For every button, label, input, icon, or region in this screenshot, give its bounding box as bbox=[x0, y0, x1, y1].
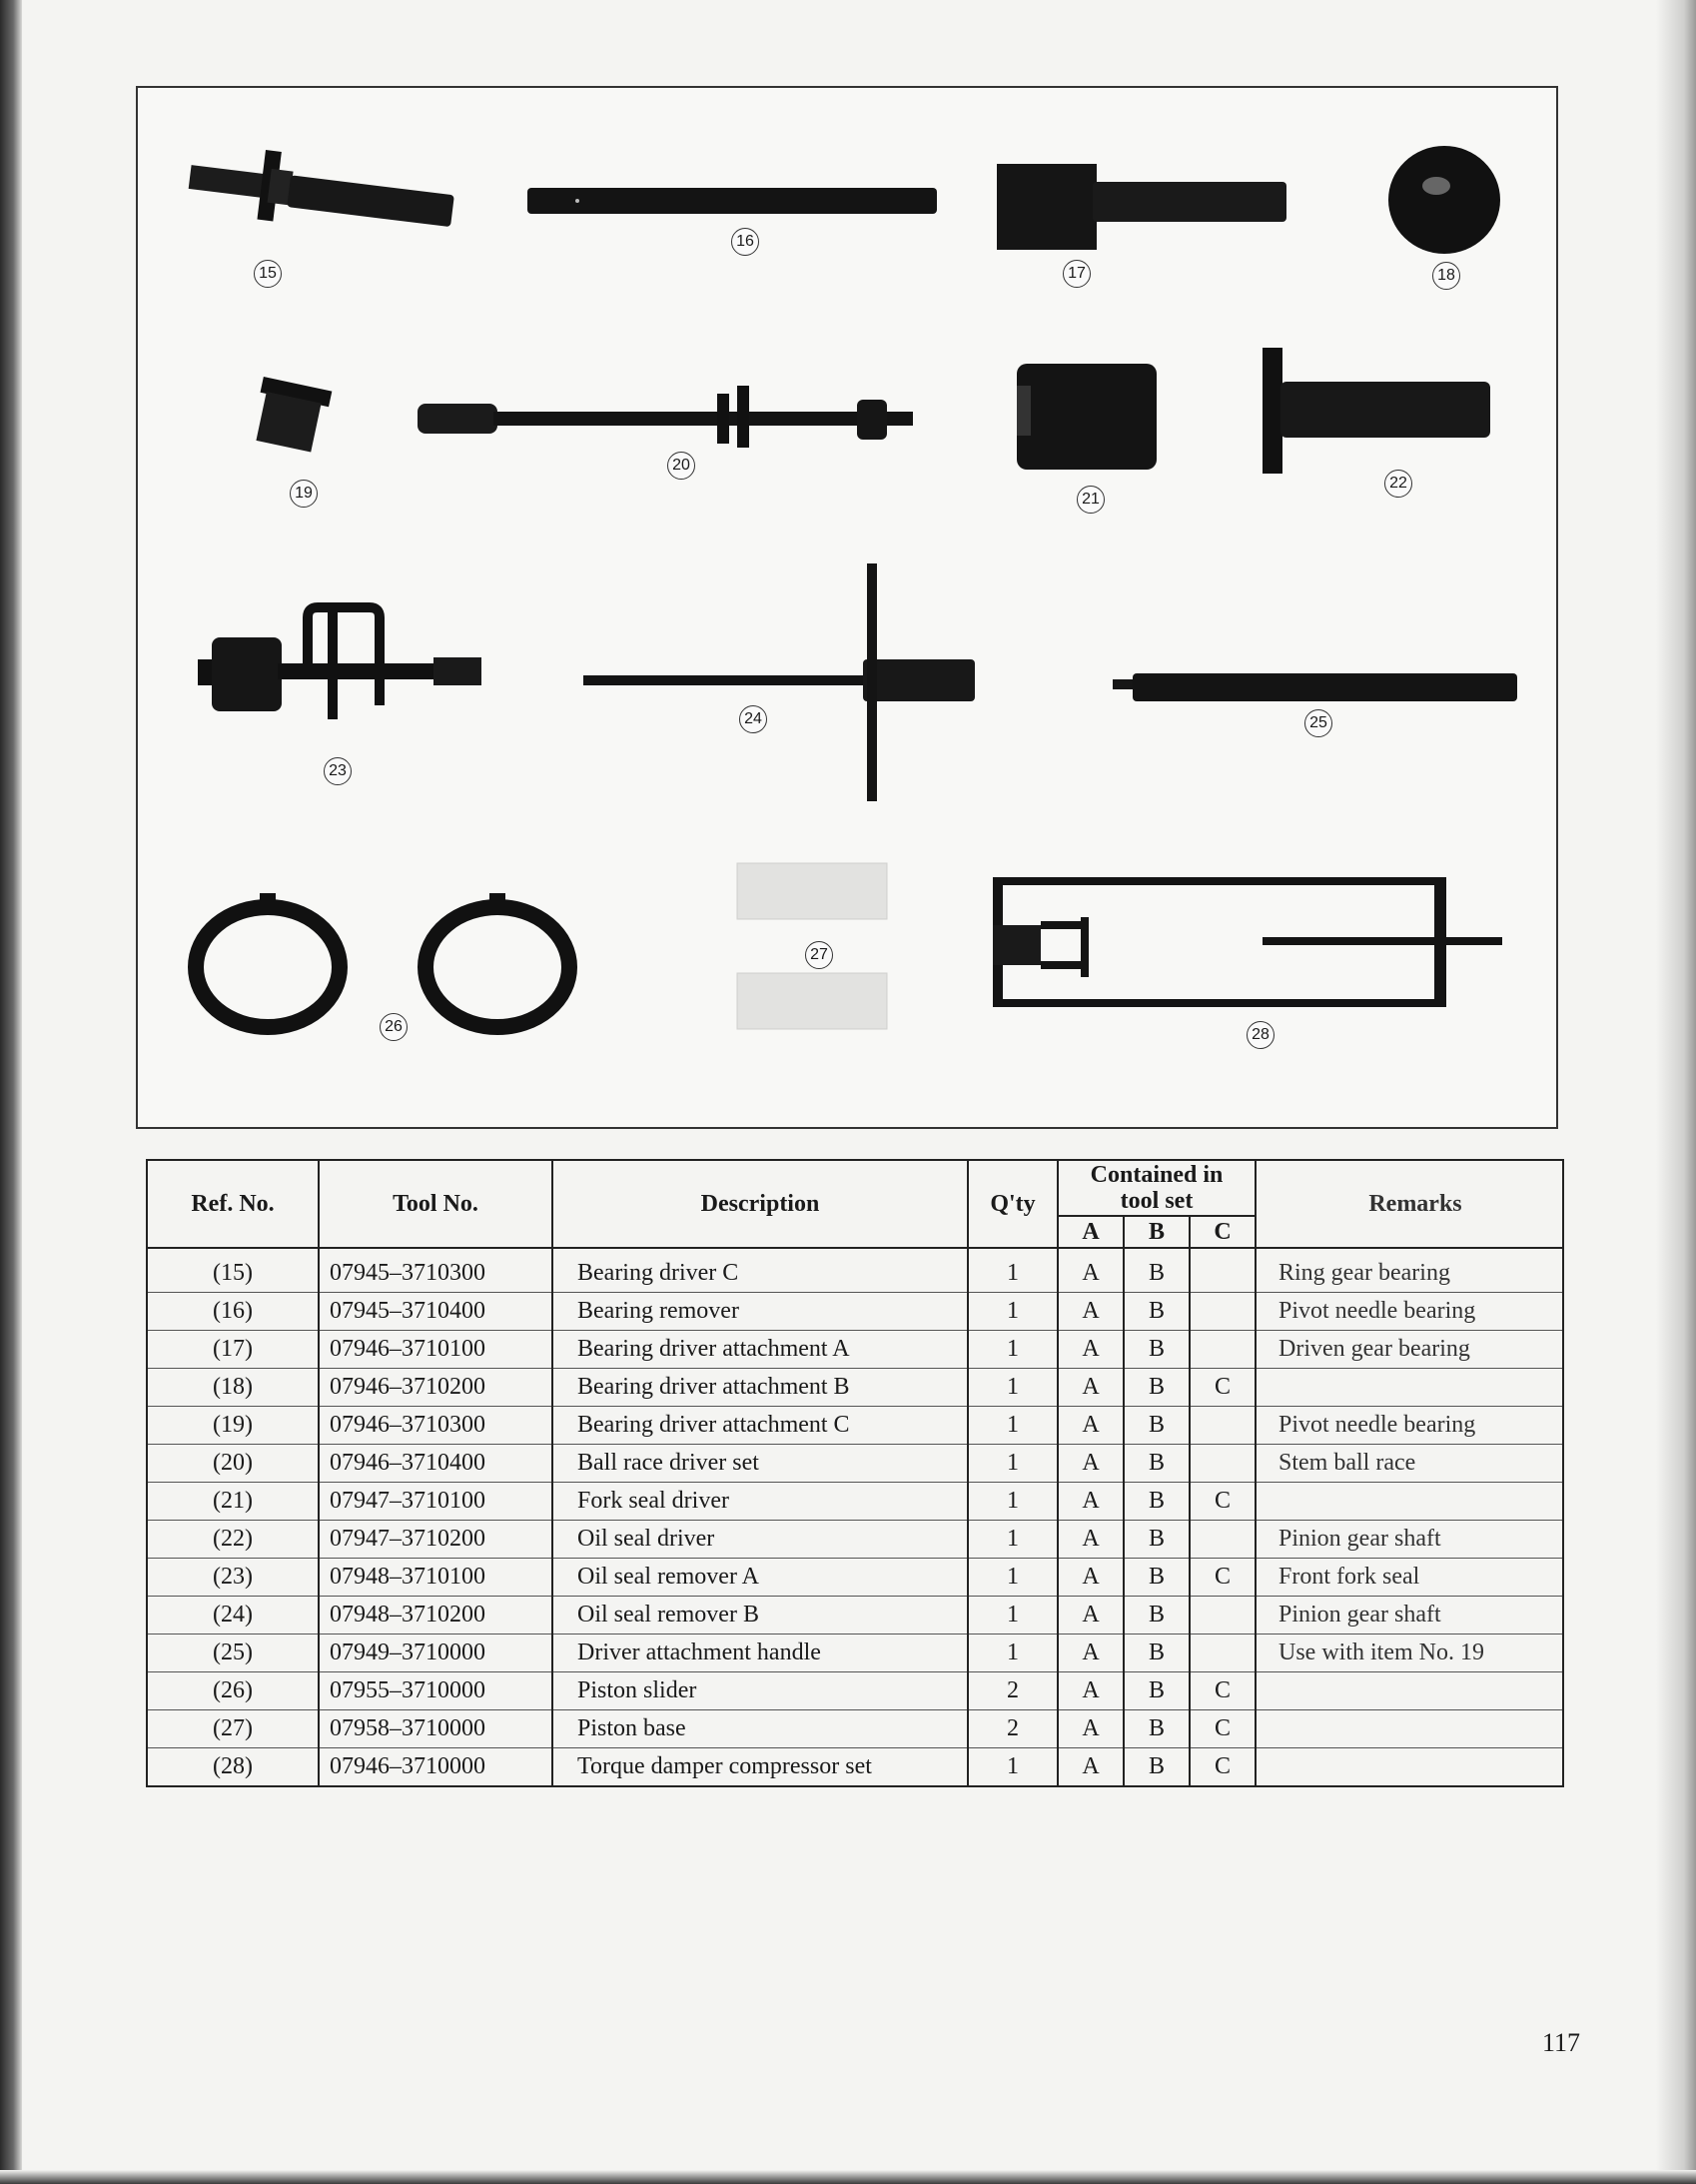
tool-15-bearing-driver-c bbox=[188, 148, 467, 258]
cell-remarks: Pivot needle bearing bbox=[1256, 1407, 1563, 1445]
cell-tool-no: 07948–3710100 bbox=[319, 1559, 552, 1597]
callout-25: 25 bbox=[1304, 709, 1332, 737]
cell-set-b: B bbox=[1124, 1407, 1190, 1445]
cell-remarks bbox=[1256, 1710, 1563, 1748]
cell-set-c bbox=[1190, 1407, 1256, 1445]
cell-set-b: B bbox=[1124, 1559, 1190, 1597]
cell-ref-no: (25) bbox=[147, 1635, 319, 1672]
table-row bbox=[147, 1597, 1563, 1635]
callout-27: 27 bbox=[805, 941, 833, 969]
cell-tool-no: 07946–3710000 bbox=[319, 1748, 552, 1787]
callout-16: 16 bbox=[731, 228, 759, 256]
cell-set-c bbox=[1190, 1293, 1256, 1331]
cell-description: Driver attachment handle bbox=[552, 1635, 968, 1672]
cell-set-a: A bbox=[1058, 1635, 1124, 1672]
cell-ref-no: (21) bbox=[147, 1483, 319, 1521]
cell-tool-no: 07946–3710400 bbox=[319, 1445, 552, 1483]
cell-tool-no: 07949–3710000 bbox=[319, 1635, 552, 1672]
tool-16-bearing-remover bbox=[527, 188, 937, 218]
cell-qty: 2 bbox=[968, 1672, 1058, 1710]
cell-set-a: A bbox=[1058, 1748, 1124, 1787]
cell-tool-no: 07946–3710100 bbox=[319, 1331, 552, 1369]
callout-15: 15 bbox=[254, 260, 282, 288]
cell-set-a: A bbox=[1058, 1559, 1124, 1597]
table-row bbox=[147, 1331, 1563, 1369]
cell-set-c bbox=[1190, 1248, 1256, 1293]
page-edge-right bbox=[1656, 0, 1696, 2184]
callout-28: 28 bbox=[1247, 1021, 1274, 1049]
callout-26: 26 bbox=[380, 1013, 408, 1041]
tool-20-ball-race-driver bbox=[418, 380, 917, 450]
header-ref-no: Ref. No. bbox=[147, 1160, 319, 1248]
cell-qty: 1 bbox=[968, 1407, 1058, 1445]
cell-set-c bbox=[1190, 1635, 1256, 1672]
cell-tool-no: 07947–3710100 bbox=[319, 1483, 552, 1521]
header-contained-in-tool-set: Contained in tool set bbox=[1058, 1160, 1256, 1216]
cell-set-b: B bbox=[1124, 1710, 1190, 1748]
callout-20: 20 bbox=[667, 452, 695, 480]
cell-set-a: A bbox=[1058, 1445, 1124, 1483]
cell-description: Piston slider bbox=[552, 1672, 968, 1710]
cell-set-b: B bbox=[1124, 1597, 1190, 1635]
cell-set-a: A bbox=[1058, 1483, 1124, 1521]
cell-set-a: A bbox=[1058, 1293, 1124, 1331]
table-body bbox=[147, 1248, 1563, 1786]
cell-set-c bbox=[1190, 1597, 1256, 1635]
header-set-a: A bbox=[1058, 1216, 1124, 1248]
tool-27-piston-base-2 bbox=[737, 973, 887, 1033]
cell-ref-no: (16) bbox=[147, 1293, 319, 1331]
tool-21-fork-seal-driver bbox=[1017, 350, 1157, 480]
cell-set-c: C bbox=[1190, 1710, 1256, 1748]
cell-set-c: C bbox=[1190, 1483, 1256, 1521]
cell-set-b: B bbox=[1124, 1369, 1190, 1407]
cell-set-c: C bbox=[1190, 1748, 1256, 1787]
cell-description: Bearing driver attachment B bbox=[552, 1369, 968, 1407]
cell-set-c bbox=[1190, 1331, 1256, 1369]
tool-17-attachment-a bbox=[997, 164, 1296, 264]
tool-19-attachment-c bbox=[248, 378, 338, 458]
page-number: 117 bbox=[1542, 2028, 1581, 2057]
cell-set-a: A bbox=[1058, 1521, 1124, 1559]
tool-27-piston-base-1 bbox=[737, 863, 887, 923]
cell-remarks bbox=[1256, 1483, 1563, 1521]
callout-21: 21 bbox=[1077, 486, 1105, 514]
special-tools-table bbox=[146, 1159, 1564, 1787]
cell-tool-no: 07958–3710000 bbox=[319, 1710, 552, 1748]
cell-ref-no: (15) bbox=[147, 1248, 319, 1293]
table-row bbox=[147, 1483, 1563, 1521]
cell-remarks: Ring gear bearing bbox=[1256, 1248, 1563, 1293]
table-row bbox=[147, 1710, 1563, 1748]
callout-23: 23 bbox=[324, 757, 352, 785]
cell-set-a: A bbox=[1058, 1407, 1124, 1445]
tool-23-oil-seal-remover-a bbox=[198, 607, 487, 737]
cell-ref-no: (23) bbox=[147, 1559, 319, 1597]
tool-photo-panel bbox=[136, 86, 1558, 1129]
cell-set-a: A bbox=[1058, 1331, 1124, 1369]
callout-22: 22 bbox=[1384, 470, 1412, 498]
table-row bbox=[147, 1369, 1563, 1407]
table-row bbox=[147, 1445, 1563, 1483]
cell-set-c: C bbox=[1190, 1672, 1256, 1710]
binding-shadow bbox=[0, 0, 22, 2184]
cell-set-a: A bbox=[1058, 1710, 1124, 1748]
cell-qty: 1 bbox=[968, 1369, 1058, 1407]
cell-remarks: Driven gear bearing bbox=[1256, 1331, 1563, 1369]
table-row bbox=[147, 1559, 1563, 1597]
cell-set-b: B bbox=[1124, 1635, 1190, 1672]
cell-qty: 1 bbox=[968, 1483, 1058, 1521]
table-row bbox=[147, 1293, 1563, 1331]
cell-description: Bearing driver attachment A bbox=[552, 1331, 968, 1369]
cell-set-a: A bbox=[1058, 1597, 1124, 1635]
cell-set-c: C bbox=[1190, 1369, 1256, 1407]
header-set-b: B bbox=[1124, 1216, 1190, 1248]
cell-set-b: B bbox=[1124, 1331, 1190, 1369]
cell-tool-no: 07946–3710200 bbox=[319, 1369, 552, 1407]
cell-set-c bbox=[1190, 1521, 1256, 1559]
cell-ref-no: (18) bbox=[147, 1369, 319, 1407]
header-remarks: Remarks bbox=[1256, 1160, 1563, 1248]
table-row bbox=[147, 1521, 1563, 1559]
cell-remarks bbox=[1256, 1369, 1563, 1407]
cell-remarks bbox=[1256, 1748, 1563, 1787]
cell-ref-no: (26) bbox=[147, 1672, 319, 1710]
cell-remarks: Pivot needle bearing bbox=[1256, 1293, 1563, 1331]
cell-remarks: Pinion gear shaft bbox=[1256, 1597, 1563, 1635]
tool-24-oil-seal-remover-b bbox=[583, 563, 1003, 803]
cell-set-a: A bbox=[1058, 1248, 1124, 1293]
cell-description: Bearing driver C bbox=[552, 1248, 968, 1293]
cell-set-c bbox=[1190, 1445, 1256, 1483]
cell-remarks bbox=[1256, 1672, 1563, 1710]
cell-set-b: B bbox=[1124, 1445, 1190, 1483]
cell-qty: 1 bbox=[968, 1521, 1058, 1559]
cell-description: Fork seal driver bbox=[552, 1483, 968, 1521]
cell-set-b: B bbox=[1124, 1483, 1190, 1521]
cell-ref-no: (27) bbox=[147, 1710, 319, 1748]
cell-qty: 1 bbox=[968, 1293, 1058, 1331]
header-description: Description bbox=[552, 1160, 968, 1248]
tool-28-torque-damper-compressor bbox=[993, 877, 1502, 1017]
tool-18-attachment-b bbox=[1386, 138, 1506, 258]
cell-ref-no: (19) bbox=[147, 1407, 319, 1445]
cell-qty: 1 bbox=[968, 1248, 1058, 1293]
cell-ref-no: (22) bbox=[147, 1521, 319, 1559]
cell-ref-no: (24) bbox=[147, 1597, 319, 1635]
cell-tool-no: 07955–3710000 bbox=[319, 1672, 552, 1710]
tool-26-piston-slider-1 bbox=[188, 887, 358, 1037]
cell-qty: 1 bbox=[968, 1748, 1058, 1787]
tool-22-oil-seal-driver bbox=[1263, 348, 1502, 478]
table-row bbox=[147, 1635, 1563, 1672]
header-qty: Q'ty bbox=[968, 1160, 1058, 1248]
page-edge-bottom bbox=[0, 2170, 1696, 2184]
cell-description: Torque damper compressor set bbox=[552, 1748, 968, 1787]
cell-description: Bearing driver attachment C bbox=[552, 1407, 968, 1445]
cell-qty: 1 bbox=[968, 1559, 1058, 1597]
cell-description: Bearing remover bbox=[552, 1293, 968, 1331]
cell-description: Oil seal remover A bbox=[552, 1559, 968, 1597]
cell-ref-no: (17) bbox=[147, 1331, 319, 1369]
table-row bbox=[147, 1248, 1563, 1293]
cell-remarks: Front fork seal bbox=[1256, 1559, 1563, 1597]
cell-set-b: B bbox=[1124, 1521, 1190, 1559]
callout-18: 18 bbox=[1432, 262, 1460, 290]
cell-ref-no: (28) bbox=[147, 1748, 319, 1787]
cell-remarks: Stem ball race bbox=[1256, 1445, 1563, 1483]
header-set-c: C bbox=[1190, 1216, 1256, 1248]
cell-tool-no: 07945–3710300 bbox=[319, 1248, 552, 1293]
callout-17: 17 bbox=[1063, 260, 1091, 288]
cell-set-b: B bbox=[1124, 1672, 1190, 1710]
cell-set-b: B bbox=[1124, 1248, 1190, 1293]
table-row bbox=[147, 1407, 1563, 1445]
cell-set-c: C bbox=[1190, 1559, 1256, 1597]
cell-set-a: A bbox=[1058, 1672, 1124, 1710]
cell-qty: 1 bbox=[968, 1635, 1058, 1672]
header-tool-no: Tool No. bbox=[319, 1160, 552, 1248]
tool-25-driver-attachment-handle bbox=[1113, 667, 1522, 707]
cell-description: Oil seal remover B bbox=[552, 1597, 968, 1635]
cell-remarks: Pinion gear shaft bbox=[1256, 1521, 1563, 1559]
callout-24: 24 bbox=[739, 705, 767, 733]
cell-qty: 1 bbox=[968, 1597, 1058, 1635]
cell-tool-no: 07945–3710400 bbox=[319, 1293, 552, 1331]
table-row bbox=[147, 1748, 1563, 1787]
cell-description: Oil seal driver bbox=[552, 1521, 968, 1559]
cell-qty: 1 bbox=[968, 1445, 1058, 1483]
cell-description: Piston base bbox=[552, 1710, 968, 1748]
cell-qty: 1 bbox=[968, 1331, 1058, 1369]
table-row bbox=[147, 1672, 1563, 1710]
callout-19: 19 bbox=[290, 480, 318, 508]
cell-qty: 2 bbox=[968, 1710, 1058, 1748]
cell-description: Ball race driver set bbox=[552, 1445, 968, 1483]
cell-remarks: Use with item No. 19 bbox=[1256, 1635, 1563, 1672]
cell-ref-no: (20) bbox=[147, 1445, 319, 1483]
cell-set-a: A bbox=[1058, 1369, 1124, 1407]
tool-26-piston-slider-2 bbox=[418, 887, 587, 1037]
cell-tool-no: 07946–3710300 bbox=[319, 1407, 552, 1445]
cell-set-b: B bbox=[1124, 1293, 1190, 1331]
cell-tool-no: 07947–3710200 bbox=[319, 1521, 552, 1559]
cell-set-b: B bbox=[1124, 1748, 1190, 1787]
cell-tool-no: 07948–3710200 bbox=[319, 1597, 552, 1635]
